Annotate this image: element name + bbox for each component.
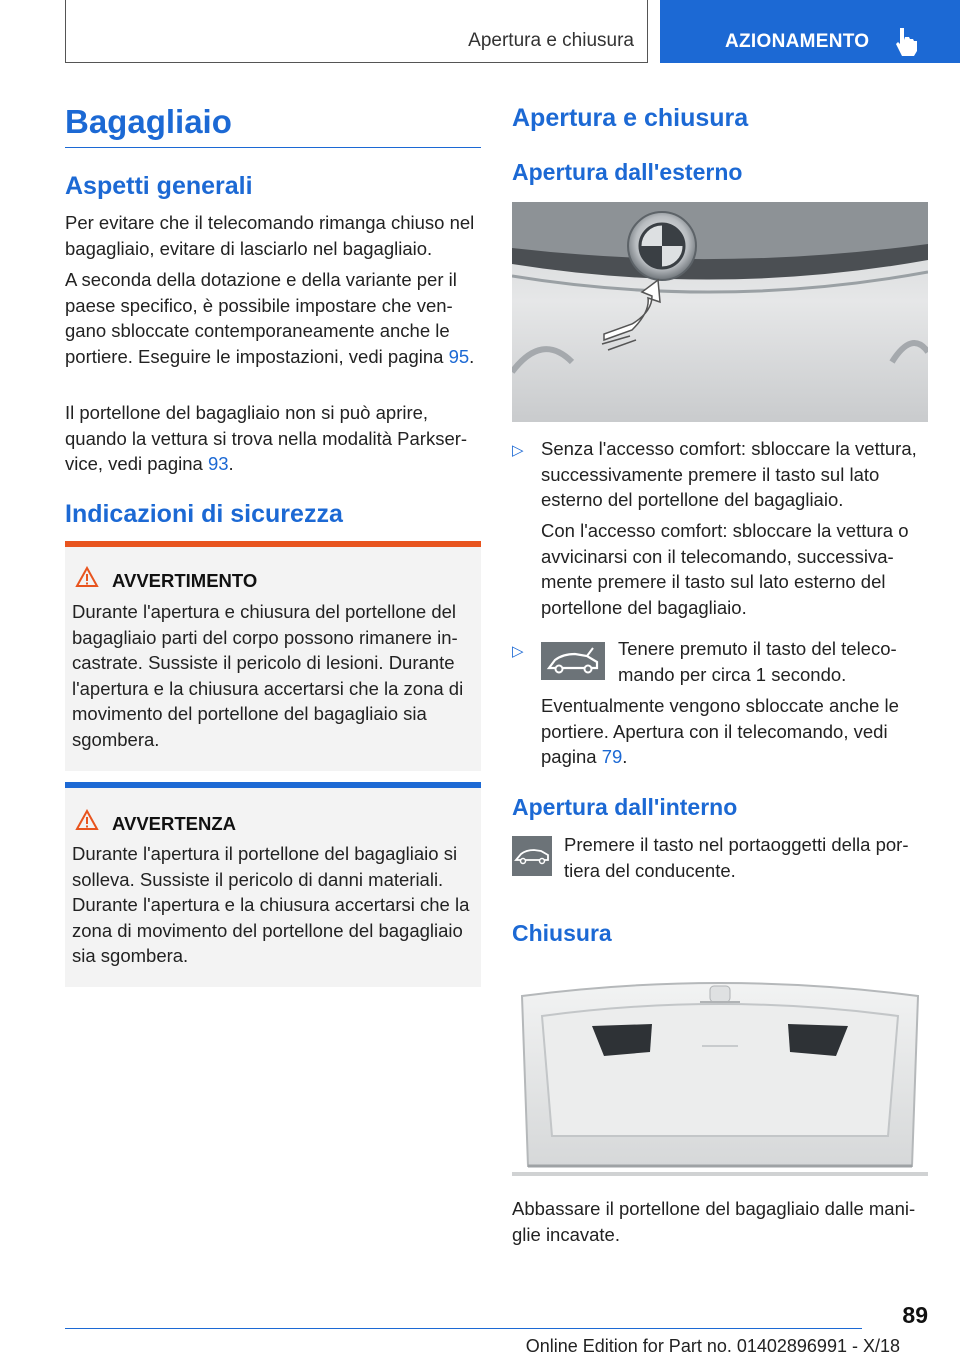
page-link-93[interactable]: 93 [207, 453, 229, 474]
heading-indicazioni-sicurezza: Indicazioni di sicurezza [65, 500, 343, 528]
tailgate-handles-photo [512, 966, 928, 1182]
paragraph-remote-unlock-text: Eventualmente vengono sbloccate anche le portiere. Apertura con il telecomando, vedi pagina [541, 695, 899, 767]
paragraph-remote: Per evitare che il telecomando rimanga chiuso nel bagagliaio, evitare di lasciarlo nel bagagliaio. [65, 212, 475, 259]
warning-title: AVVERTIMENTO [112, 570, 258, 591]
edition-footer: Online Edition for Part no. 01402896991 - X/18 [525, 1336, 900, 1356]
paragraph-parkservice-text: Il portellone del bagagliaio non si può aprire, quando la vettura si trova nella modalità Parkservice, vedi pagina [65, 402, 468, 474]
caution-triangle-icon [75, 809, 99, 831]
trunk-button-illustration [512, 202, 928, 422]
caution-title: AVVERTENZA [112, 813, 237, 834]
caution-box [65, 782, 481, 987]
bullet-marker: ▷ [512, 643, 524, 660]
paragraph-settings-text: A seconda della dotazione e della variante per il paese specifico, è possibile impostare che vengano sbloccate contemporaneamente anche le portiere. Eseguire le impostazioni, vedi pagina [65, 269, 457, 367]
heading-apertura-chiusura: Apertura e chiusura [512, 104, 749, 132]
page-number: 89 [902, 1302, 928, 1328]
heading-apertura-esterno: Apertura dall'esterno [512, 159, 743, 185]
car-trunk-icon [541, 642, 605, 680]
warning-box-bar [65, 541, 481, 547]
interior-trunk-button-icon [512, 836, 552, 876]
chapter-tab-label: AZIONAMENTO [725, 31, 870, 52]
title-rule [65, 147, 481, 148]
caution-text: Durante l'apertura il portellone del bagagliaio si solleva. Sussiste il pericolo di danni materiali. Durante l'apertura e la chiusura accertarsi che la zona di movimento del portellone del bagagliaio sia sgombera. [72, 843, 470, 966]
page-link-79[interactable]: 79 [601, 746, 623, 767]
trunk-button-photo [512, 202, 928, 422]
caution-box-bar [65, 782, 481, 788]
warning-triangle-icon [75, 566, 99, 588]
remote-trunk-button-icon [541, 642, 605, 680]
paragraph-parkservice-end: . [228, 453, 234, 474]
bullet-marker: ▷ [512, 442, 524, 459]
section-title: Apertura e chiusura [468, 30, 634, 51]
heading-chiusura: Chiusura [512, 920, 612, 946]
paragraph-parkservice [65, 400, 481, 477]
bullet-remote-hold: Tenere premuto il tasto del telecomando per circa 1 secondo. [618, 638, 897, 685]
paragraph-settings-end: . [469, 345, 475, 367]
heading-aspetti-generali: Aspetti generali [65, 172, 253, 200]
warning-text: Durante l'apertura e chiusura del portellone del bagagliaio parti del corpo possono rimanere incastrate. Sussiste il pericolo di lesioni. Durante l'apertura e la chiusura accertarsi che la zona di movimento del portellone del bagagliaio sia sgombera. [72, 601, 464, 750]
bullet-comfort-access: Con l'accesso comfort: sbloccare la vettura o avvicinarsi con il telecomando, successivamente premere il tasto sul lato esterno del portellone del bagagliaio. [541, 520, 909, 618]
car-trunk-small-icon [512, 836, 552, 876]
page-link-95[interactable]: 95 [448, 345, 470, 367]
warning-box [65, 541, 481, 771]
paragraph-settings [65, 267, 481, 369]
page-title: Bagagliaio [65, 103, 232, 140]
hand-pointer-icon [893, 26, 921, 56]
bullet-no-comfort-access: Senza l'accesso comfort: sbloccare la vettura, successivamente premere il tasto sul lato esterno del portellone del bagagliaio. [541, 438, 917, 510]
footer-rule [65, 1328, 862, 1329]
heading-apertura-interno: Apertura dall'interno [512, 794, 738, 820]
paragraph-closing: Abbassare il portellone del bagagliaio dalle maniglie incavate. [512, 1198, 916, 1245]
tailgate-illustration [512, 966, 928, 1182]
paragraph-interior-button: Premere il tasto nel portaoggetti della portiera del conducente. [564, 834, 909, 881]
paragraph-remote-unlock [541, 693, 931, 770]
paragraph-remote-unlock-end: . [622, 746, 628, 767]
